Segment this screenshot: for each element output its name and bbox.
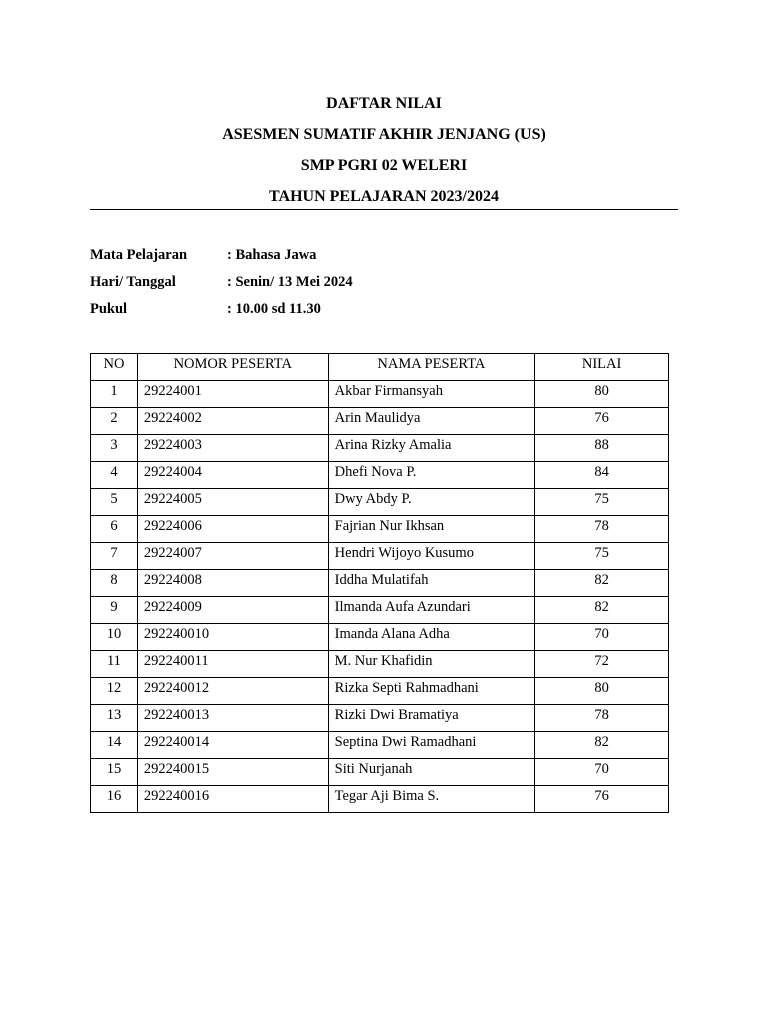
cell-no: 10 [91, 624, 138, 651]
table-row [91, 462, 669, 489]
cell-nomor-peserta: 29224001 [137, 381, 328, 408]
table-row [91, 435, 669, 462]
cell-nomor-peserta: 29224007 [137, 543, 328, 570]
academic-year: TAHUN PELAJARAN 2023/2024 [269, 188, 499, 205]
cell-nama-peserta: Imanda Alana Adha [328, 624, 535, 651]
cell-nilai: 78 [535, 516, 669, 543]
cell-no: 15 [91, 759, 138, 786]
cell-nomor-peserta: 292240012 [137, 678, 328, 705]
subject-value: : Bahasa Jawa [227, 247, 317, 263]
table-row [91, 543, 669, 570]
table-row [91, 516, 669, 543]
cell-nama-peserta: Dwy Abdy P. [328, 489, 535, 516]
cell-nama-peserta: Septina Dwi Ramadhani [328, 732, 535, 759]
document-title: DAFTAR NILAI [326, 95, 442, 112]
cell-nomor-peserta: 29224009 [137, 597, 328, 624]
cell-nilai: 80 [535, 381, 669, 408]
cell-no: 9 [91, 597, 138, 624]
table-row [91, 570, 669, 597]
cell-nomor-peserta: 29224008 [137, 570, 328, 597]
table-header-row [91, 354, 669, 381]
cell-nama-peserta: Siti Nurjanah [328, 759, 535, 786]
cell-no: 16 [91, 786, 138, 813]
table-row [91, 786, 669, 813]
cell-nomor-peserta: 29224002 [137, 408, 328, 435]
subject-label: Mata Pelajaran [90, 247, 188, 263]
cell-no: 13 [91, 705, 138, 732]
cell-nomor-peserta: 29224006 [137, 516, 328, 543]
cell-nama-peserta: Hendri Wijoyo Kusumo [328, 543, 535, 570]
cell-no: 12 [91, 678, 138, 705]
table-row [91, 381, 669, 408]
header-divider [90, 209, 678, 210]
time-row [90, 297, 353, 324]
cell-nama-peserta: Iddha Mulatifah [328, 570, 535, 597]
table-row [91, 705, 669, 732]
cell-nama-peserta: Akbar Firmansyah [328, 381, 535, 408]
cell-nilai: 76 [535, 786, 669, 813]
cell-nilai: 75 [535, 543, 669, 570]
cell-no: 5 [91, 489, 138, 516]
cell-no: 2 [91, 408, 138, 435]
cell-nomor-peserta: 292240015 [137, 759, 328, 786]
column-header-nomor-peserta: NOMOR PESERTA [137, 354, 328, 381]
column-header-nama-peserta: NAMA PESERTA [328, 354, 535, 381]
cell-nama-peserta: Arin Maulidya [328, 408, 535, 435]
cell-nilai: 78 [535, 705, 669, 732]
cell-nilai: 72 [535, 651, 669, 678]
cell-no: 7 [91, 543, 138, 570]
table-row [91, 732, 669, 759]
cell-no: 6 [91, 516, 138, 543]
cell-nilai: 82 [535, 570, 669, 597]
cell-nomor-peserta: 29224004 [137, 462, 328, 489]
cell-nama-peserta: Arina Rizky Amalia [328, 435, 535, 462]
time-label: Pukul [90, 301, 128, 317]
cell-nama-peserta: Rizki Dwi Bramatiya [328, 705, 535, 732]
cell-no: 14 [91, 732, 138, 759]
cell-no: 3 [91, 435, 138, 462]
cell-nilai: 70 [535, 759, 669, 786]
table-row [91, 624, 669, 651]
cell-nilai: 76 [535, 408, 669, 435]
table-row [91, 408, 669, 435]
cell-no: 11 [91, 651, 138, 678]
cell-nilai: 75 [535, 489, 669, 516]
cell-nomor-peserta: 292240013 [137, 705, 328, 732]
cell-nilai: 84 [535, 462, 669, 489]
cell-nilai: 82 [535, 597, 669, 624]
exam-info [90, 243, 353, 324]
table-row [91, 759, 669, 786]
cell-no: 8 [91, 570, 138, 597]
cell-nomor-peserta: 292240011 [137, 651, 328, 678]
date-row [90, 270, 353, 297]
cell-nama-peserta: Ilmanda Aufa Azundari [328, 597, 535, 624]
cell-nomor-peserta: 29224005 [137, 489, 328, 516]
subject-row [90, 243, 353, 270]
date-label: Hari/ Tanggal [90, 274, 176, 290]
cell-nama-peserta: Dhefi Nova P. [328, 462, 535, 489]
date-value: : Senin/ 13 Mei 2024 [227, 274, 353, 290]
cell-nama-peserta: Rizka Septi Rahmadhani [328, 678, 535, 705]
cell-nilai: 82 [535, 732, 669, 759]
cell-no: 4 [91, 462, 138, 489]
cell-nomor-peserta: 292240014 [137, 732, 328, 759]
cell-nomor-peserta: 292240016 [137, 786, 328, 813]
score-table [90, 353, 669, 813]
cell-nilai: 70 [535, 624, 669, 651]
table-row [91, 678, 669, 705]
time-value: : 10.00 sd 11.30 [227, 301, 321, 317]
table-row [91, 651, 669, 678]
cell-nilai: 80 [535, 678, 669, 705]
cell-nama-peserta: M. Nur Khafidin [328, 651, 535, 678]
cell-nama-peserta: Tegar Aji Bima S. [328, 786, 535, 813]
table-row [91, 489, 669, 516]
cell-nama-peserta: Fajrian Nur Ikhsan [328, 516, 535, 543]
school-name: SMP PGRI 02 WELERI [300, 157, 468, 174]
column-header-no: NO [91, 354, 138, 381]
cell-nomor-peserta: 29224003 [137, 435, 328, 462]
exam-name: ASESMEN SUMATIF AKHIR JENJANG (US) [222, 126, 546, 143]
cell-no: 1 [91, 381, 138, 408]
table-row [91, 597, 669, 624]
column-header-nilai: NILAI [535, 354, 669, 381]
cell-nilai: 88 [535, 435, 669, 462]
cell-nomor-peserta: 292240010 [137, 624, 328, 651]
document-header [90, 91, 678, 215]
